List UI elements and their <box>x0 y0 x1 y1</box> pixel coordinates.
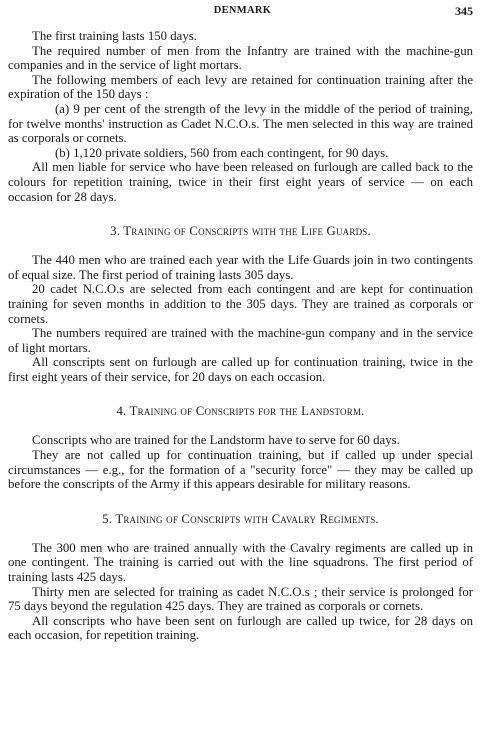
page-number: 345 <box>455 4 473 18</box>
section-3-heading: 3. Training of Conscripts with the Life Guards. <box>110 224 371 239</box>
section-5-paragraph-2: Thirty men are selected for training as cadet N.C.O.s ; their service is prolonged for 75 days beyond the regulation 425 days. They are trained as corporals or cornets. <box>8 584 473 614</box>
sub-items <box>8 102 473 160</box>
paragraph-first-training: The first training lasts 150 days. <box>32 29 197 43</box>
sub-item-a: (a) 9 per cent of the strength of the levy in the middle of the period of training, for twelve months' instruction as Cadet N.C.O.s. The men selected in this way are trained as corporals or cornets. <box>8 101 473 146</box>
running-head <box>0 5 485 19</box>
section-5-heading: 5. Training of Conscripts with Cavalry Regiments. <box>102 511 379 526</box>
section-4-paragraph-1: Conscripts who are trained for the Landstorm have to serve for 60 days. <box>32 433 400 448</box>
section-3-paragraph-1: The 440 men who are trained each year with the Life Guards join in two contingents of equal size. The first period of training lasts 305 days. <box>8 253 473 282</box>
section-3-paragraph-2: 20 cadet N.C.O.s are selected from each contingent and are kept for continuation training for seven months in addition to the 305 days. They are trained as corporals or cornets. <box>8 282 473 326</box>
section-5-paragraph-3: All conscripts who have been sent on furlough are called up twice, for 28 days on each occasion, for repetition training. <box>8 613 473 643</box>
section-3-paragraph-3: The numbers required are trained with the machine-gun company and in the service of light mortars. <box>8 326 473 355</box>
running-head-title: DENMARK <box>213 5 272 16</box>
paragraph-repetition-training: All men liable for service who have been released on furlough are called back to the colours for repetition training, twice in their first eight years of service — on each occasion for 28 days. <box>8 160 473 204</box>
paragraph-machine-gun: The required number of men from the Infantry are trained with the machine-gun companies and in the service of light mortars. <box>8 43 473 73</box>
section-4-paragraph-2: They are not called up for continuation training, but if called up under special circumstances — e.g., for the formation of a "security force" — they may be called up before the conscripts of the Army if this appears desirable for military reasons. <box>8 448 473 492</box>
section-4-heading: 4. Training of Conscripts for the Landstorm. <box>116 404 365 419</box>
section-3-paragraph-4: All conscripts sent on furlough are called up for continuation training, twice in the first eight years of their service, for 20 days on each occasion. <box>8 355 473 384</box>
paragraph-retained-members: The following members of each levy are retained for continuation training after the expiration of the 150 days : <box>8 72 473 102</box>
section-5-paragraph-1: The 300 men who are trained annually with the Cavalry regiments are called up in one contingent. The training is carried out with the line squadrons. The first period of training lasts 425 days. <box>8 540 473 585</box>
sub-item-b: (b) 1,120 private soldiers, 560 from each contingent, for 90 days. <box>55 145 389 160</box>
page-body <box>8 29 473 643</box>
